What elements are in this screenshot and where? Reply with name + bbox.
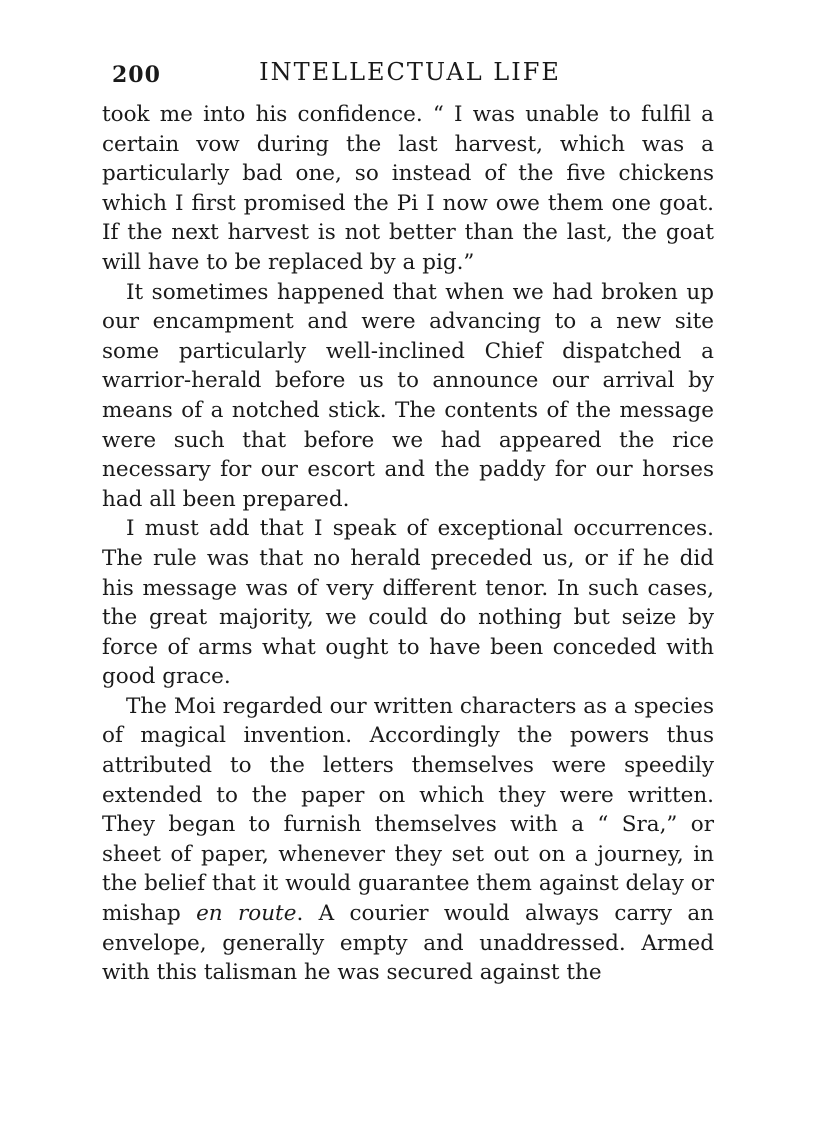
italic-phrase: en route <box>196 901 297 927</box>
paragraph-text: . A courier would always carry an envelope, generally empty and unaddressed. Armed with this talisman he was secured against the <box>102 901 715 986</box>
running-head: INTELLECTUAL LIFE <box>259 58 561 86</box>
body-text <box>102 100 714 988</box>
paragraph: It sometimes happened that when we had broken up our encampment and were advancing to a new site some particularly well-inclined Chief dispatched a warrior-herald before us to announce our arrival by means of a notched stick. The contents of the message were such that before we had appeared the rice necessary for our escort and the paddy for our horses had all been prepared. <box>102 279 714 512</box>
paragraph: I must add that I speak of exceptional occurrences. The rule was that no herald preceded us, or if he did his message was of very different tenor. In such cases, the great majority, we could do nothing but seize by force of arms what ought to have been conceded with good grace. <box>102 516 714 690</box>
paragraph <box>102 692 714 988</box>
page-header <box>100 58 716 94</box>
page-number: 200 <box>112 62 161 88</box>
paragraph-text: The Moi regarded our written characters as a species of magical invention. Accordingly the powers thus attributed to the letters themselves were speedily extended to the paper on which they were written. They began to furnish themselves with a “ Sra,” or sheet of paper, whenever they set out on a journey, in the belief that it would guarantee them against delay or mishap <box>102 693 714 927</box>
paragraph: took me into his confidence. “ I was unable to fulfil a certain vow during the last harvest, which was a particularly bad one, so instead of the five chickens which I first promised the Pi I now owe them one goat. If the next harvest is not better than the last, the goat will have to be replaced by a pig.” <box>102 102 714 275</box>
